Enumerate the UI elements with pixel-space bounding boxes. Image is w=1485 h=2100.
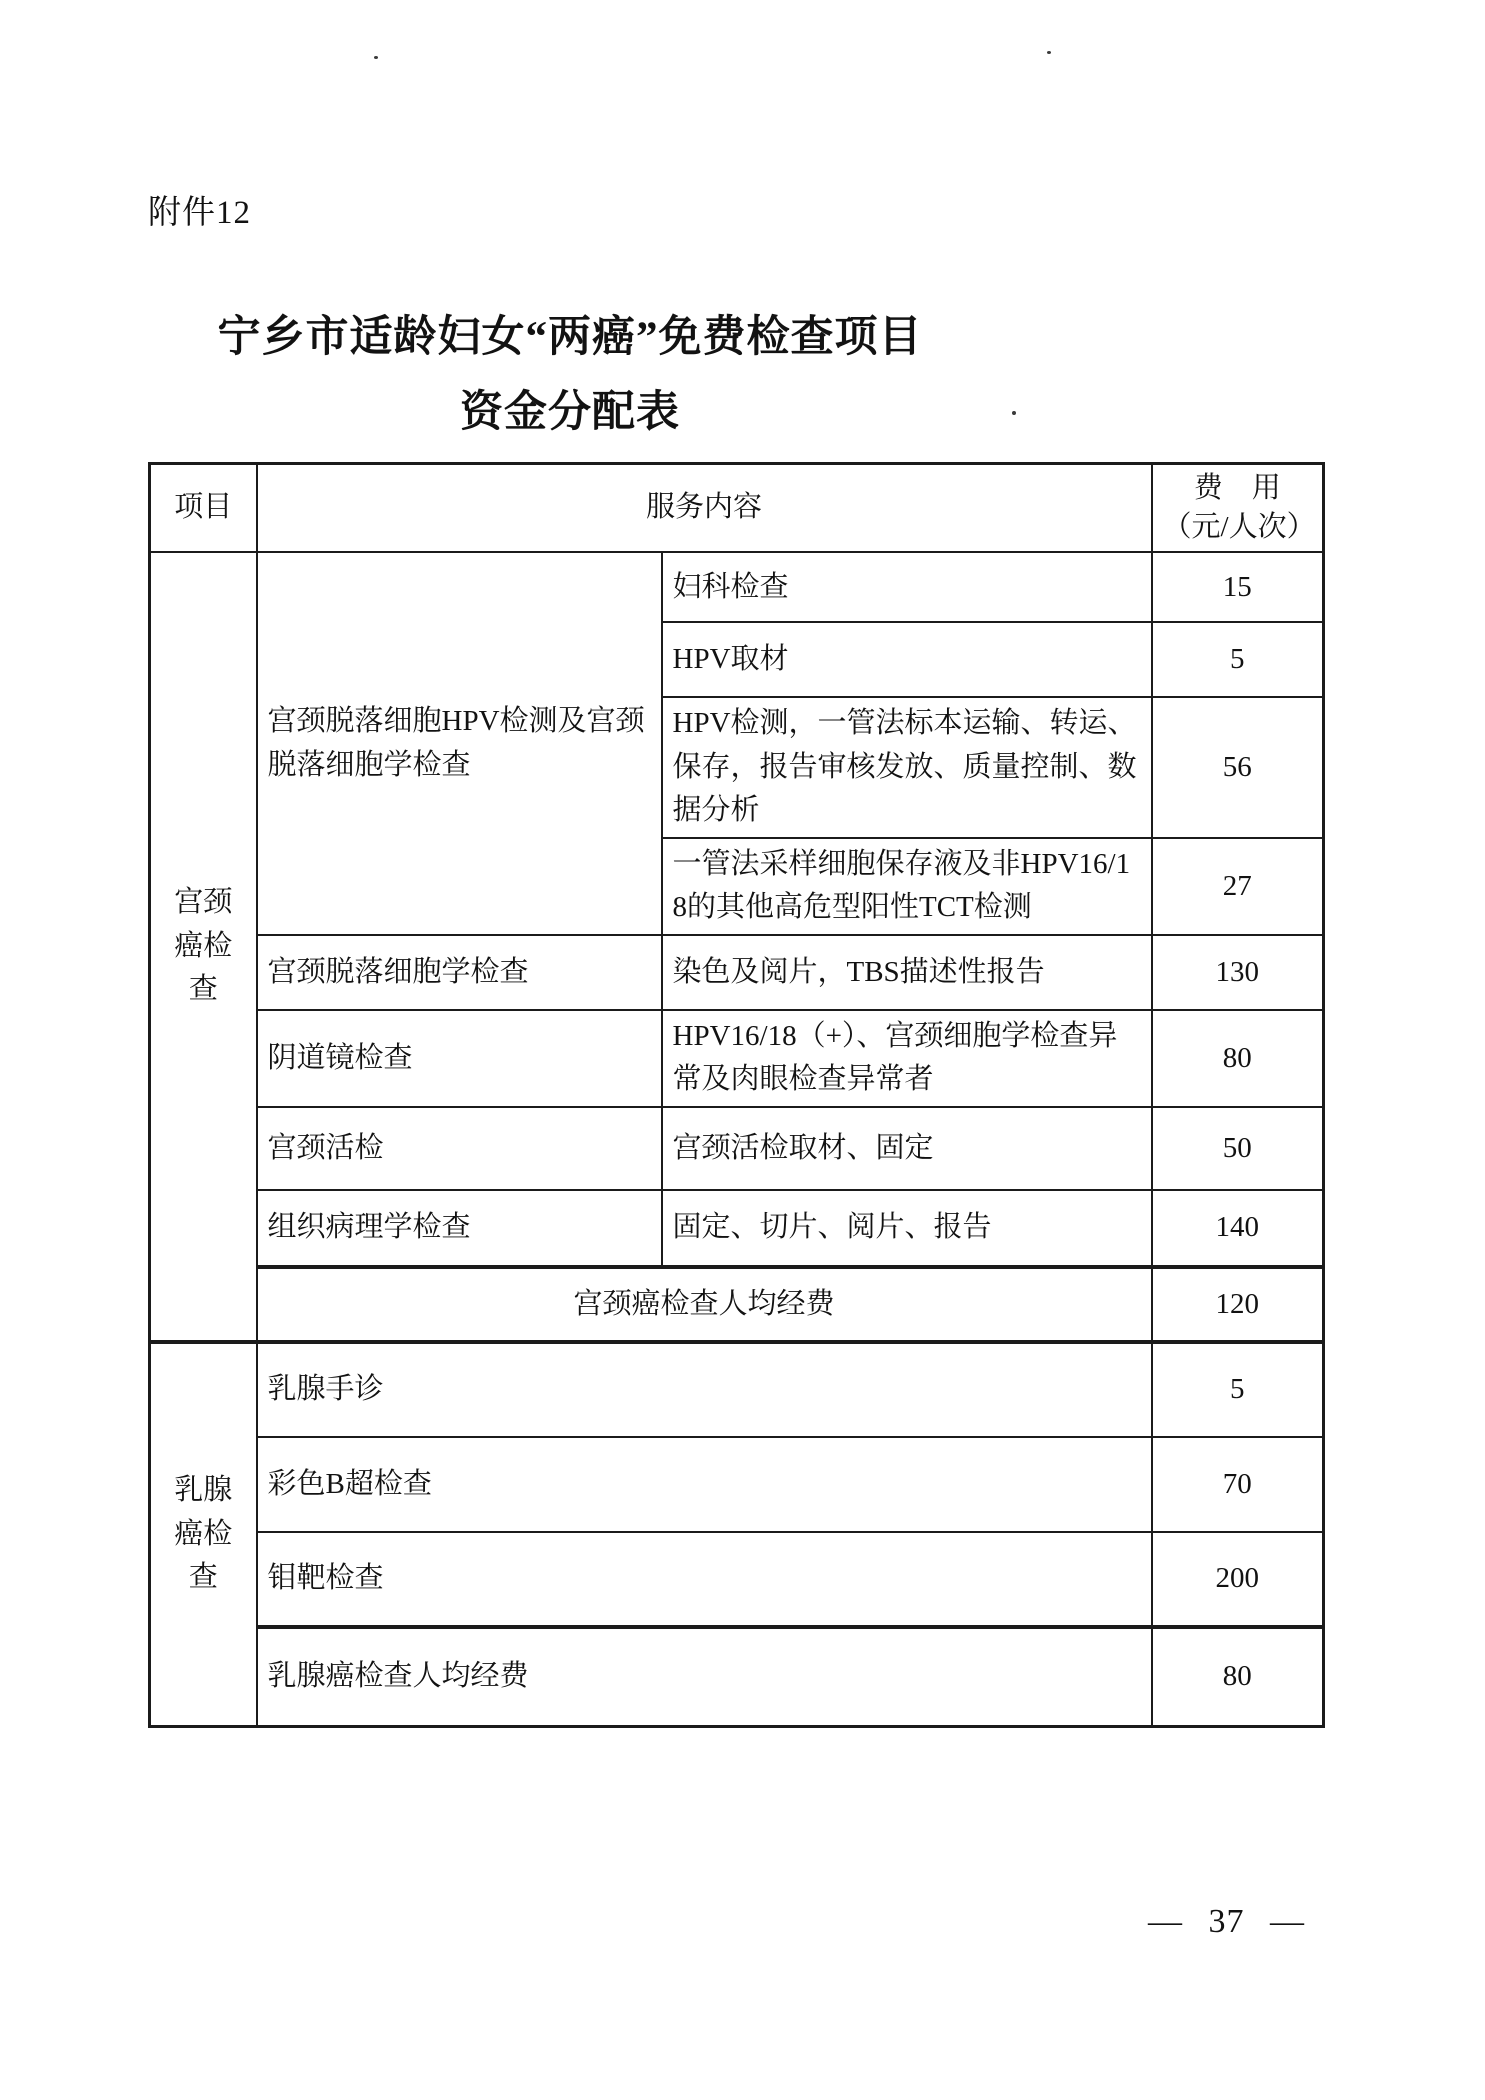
table-row	[150, 552, 1324, 622]
section-cell-cervical: 宫颈癌检查	[150, 552, 257, 1342]
fee-cell: 80	[1152, 1010, 1324, 1107]
table-header-row	[150, 464, 1324, 553]
service-detail-cell: 染色及阅片，TBS描述性报告	[662, 935, 1152, 1010]
header-fee-line-2: （元/人次）	[1162, 511, 1316, 544]
service-detail-cell: HPV16/18（+）、宫颈细胞学检查异常及肉眼检查异常者	[662, 1010, 1152, 1107]
header-fee-line-1: 费 用	[1193, 472, 1281, 504]
category-cell: 宫颈活检	[257, 1107, 662, 1190]
service-detail-cell: HPV取材	[662, 622, 1152, 697]
page-number: — 37 —	[1148, 1903, 1305, 1940]
category-cell: 彩色B超检查	[257, 1437, 1152, 1532]
service-detail-cell: HPV检测，一管法标本运输、转运、保存，报告审核发放、质量控制、数据分析	[662, 697, 1152, 838]
category-cell: 组织病理学检查	[257, 1190, 662, 1267]
fee-cell: 50	[1152, 1107, 1324, 1190]
service-detail-cell: 妇科检查	[662, 552, 1152, 622]
section-cell-breast: 乳腺癌检查	[150, 1342, 257, 1727]
scan-speck	[1047, 51, 1051, 54]
attachment-label: 附件12	[148, 195, 251, 231]
category-cell: 阴道镜检查	[257, 1010, 662, 1107]
fee-cell: 56	[1152, 697, 1324, 838]
cervical-total-row	[150, 1267, 1324, 1342]
table-row	[150, 1010, 1324, 1107]
fee-cell: 27	[1152, 838, 1324, 935]
fee-cell: 130	[1152, 935, 1324, 1010]
breast-total-row	[150, 1627, 1324, 1727]
category-cell: 钼靶检查	[257, 1532, 1152, 1627]
service-detail-cell: 一管法采样细胞保存液及非HPV16/18的其他高危型阳性TCT检测	[662, 838, 1152, 935]
service-detail-cell: 固定、切片、阅片、报告	[662, 1190, 1152, 1267]
fee-cell: 200	[1152, 1532, 1324, 1627]
fee-cell: 70	[1152, 1437, 1324, 1532]
doc-title-line-1: 宁乡市适龄妇女“两癌”免费检查项目	[217, 314, 923, 361]
doc-title-line-2: 资金分配表	[460, 389, 680, 436]
table-row	[150, 1437, 1324, 1532]
table-row	[150, 1342, 1324, 1437]
table-row	[150, 1190, 1324, 1267]
fee-cell: 5	[1152, 622, 1324, 697]
table-row	[150, 1107, 1324, 1190]
fund-allocation-table	[148, 462, 1325, 1728]
fee-cell: 15	[1152, 552, 1324, 622]
header-fee	[1152, 464, 1324, 553]
table-row	[150, 935, 1324, 1010]
category-cell: 宫颈脱落细胞学检查	[257, 935, 662, 1010]
category-cell: 乳腺手诊	[257, 1342, 1152, 1437]
fee-cell: 120	[1152, 1267, 1324, 1342]
fee-cell: 80	[1152, 1627, 1324, 1727]
service-detail-cell: 宫颈活检取材、固定	[662, 1107, 1152, 1190]
fee-cell: 140	[1152, 1190, 1324, 1267]
breast-total-label: 乳腺癌检查人均经费	[257, 1627, 1152, 1727]
cervical-total-label: 宫颈癌检查人均经费	[257, 1267, 1152, 1342]
fee-cell: 5	[1152, 1342, 1324, 1437]
header-project: 项目	[150, 464, 257, 553]
doc-title	[105, 300, 1035, 450]
scan-speck	[374, 56, 378, 59]
header-service: 服务内容	[257, 464, 1152, 553]
table-row	[150, 1532, 1324, 1627]
category-cell-hpv-group: 宫颈脱落细胞HPV检测及宫颈脱落细胞学检查	[257, 552, 662, 935]
